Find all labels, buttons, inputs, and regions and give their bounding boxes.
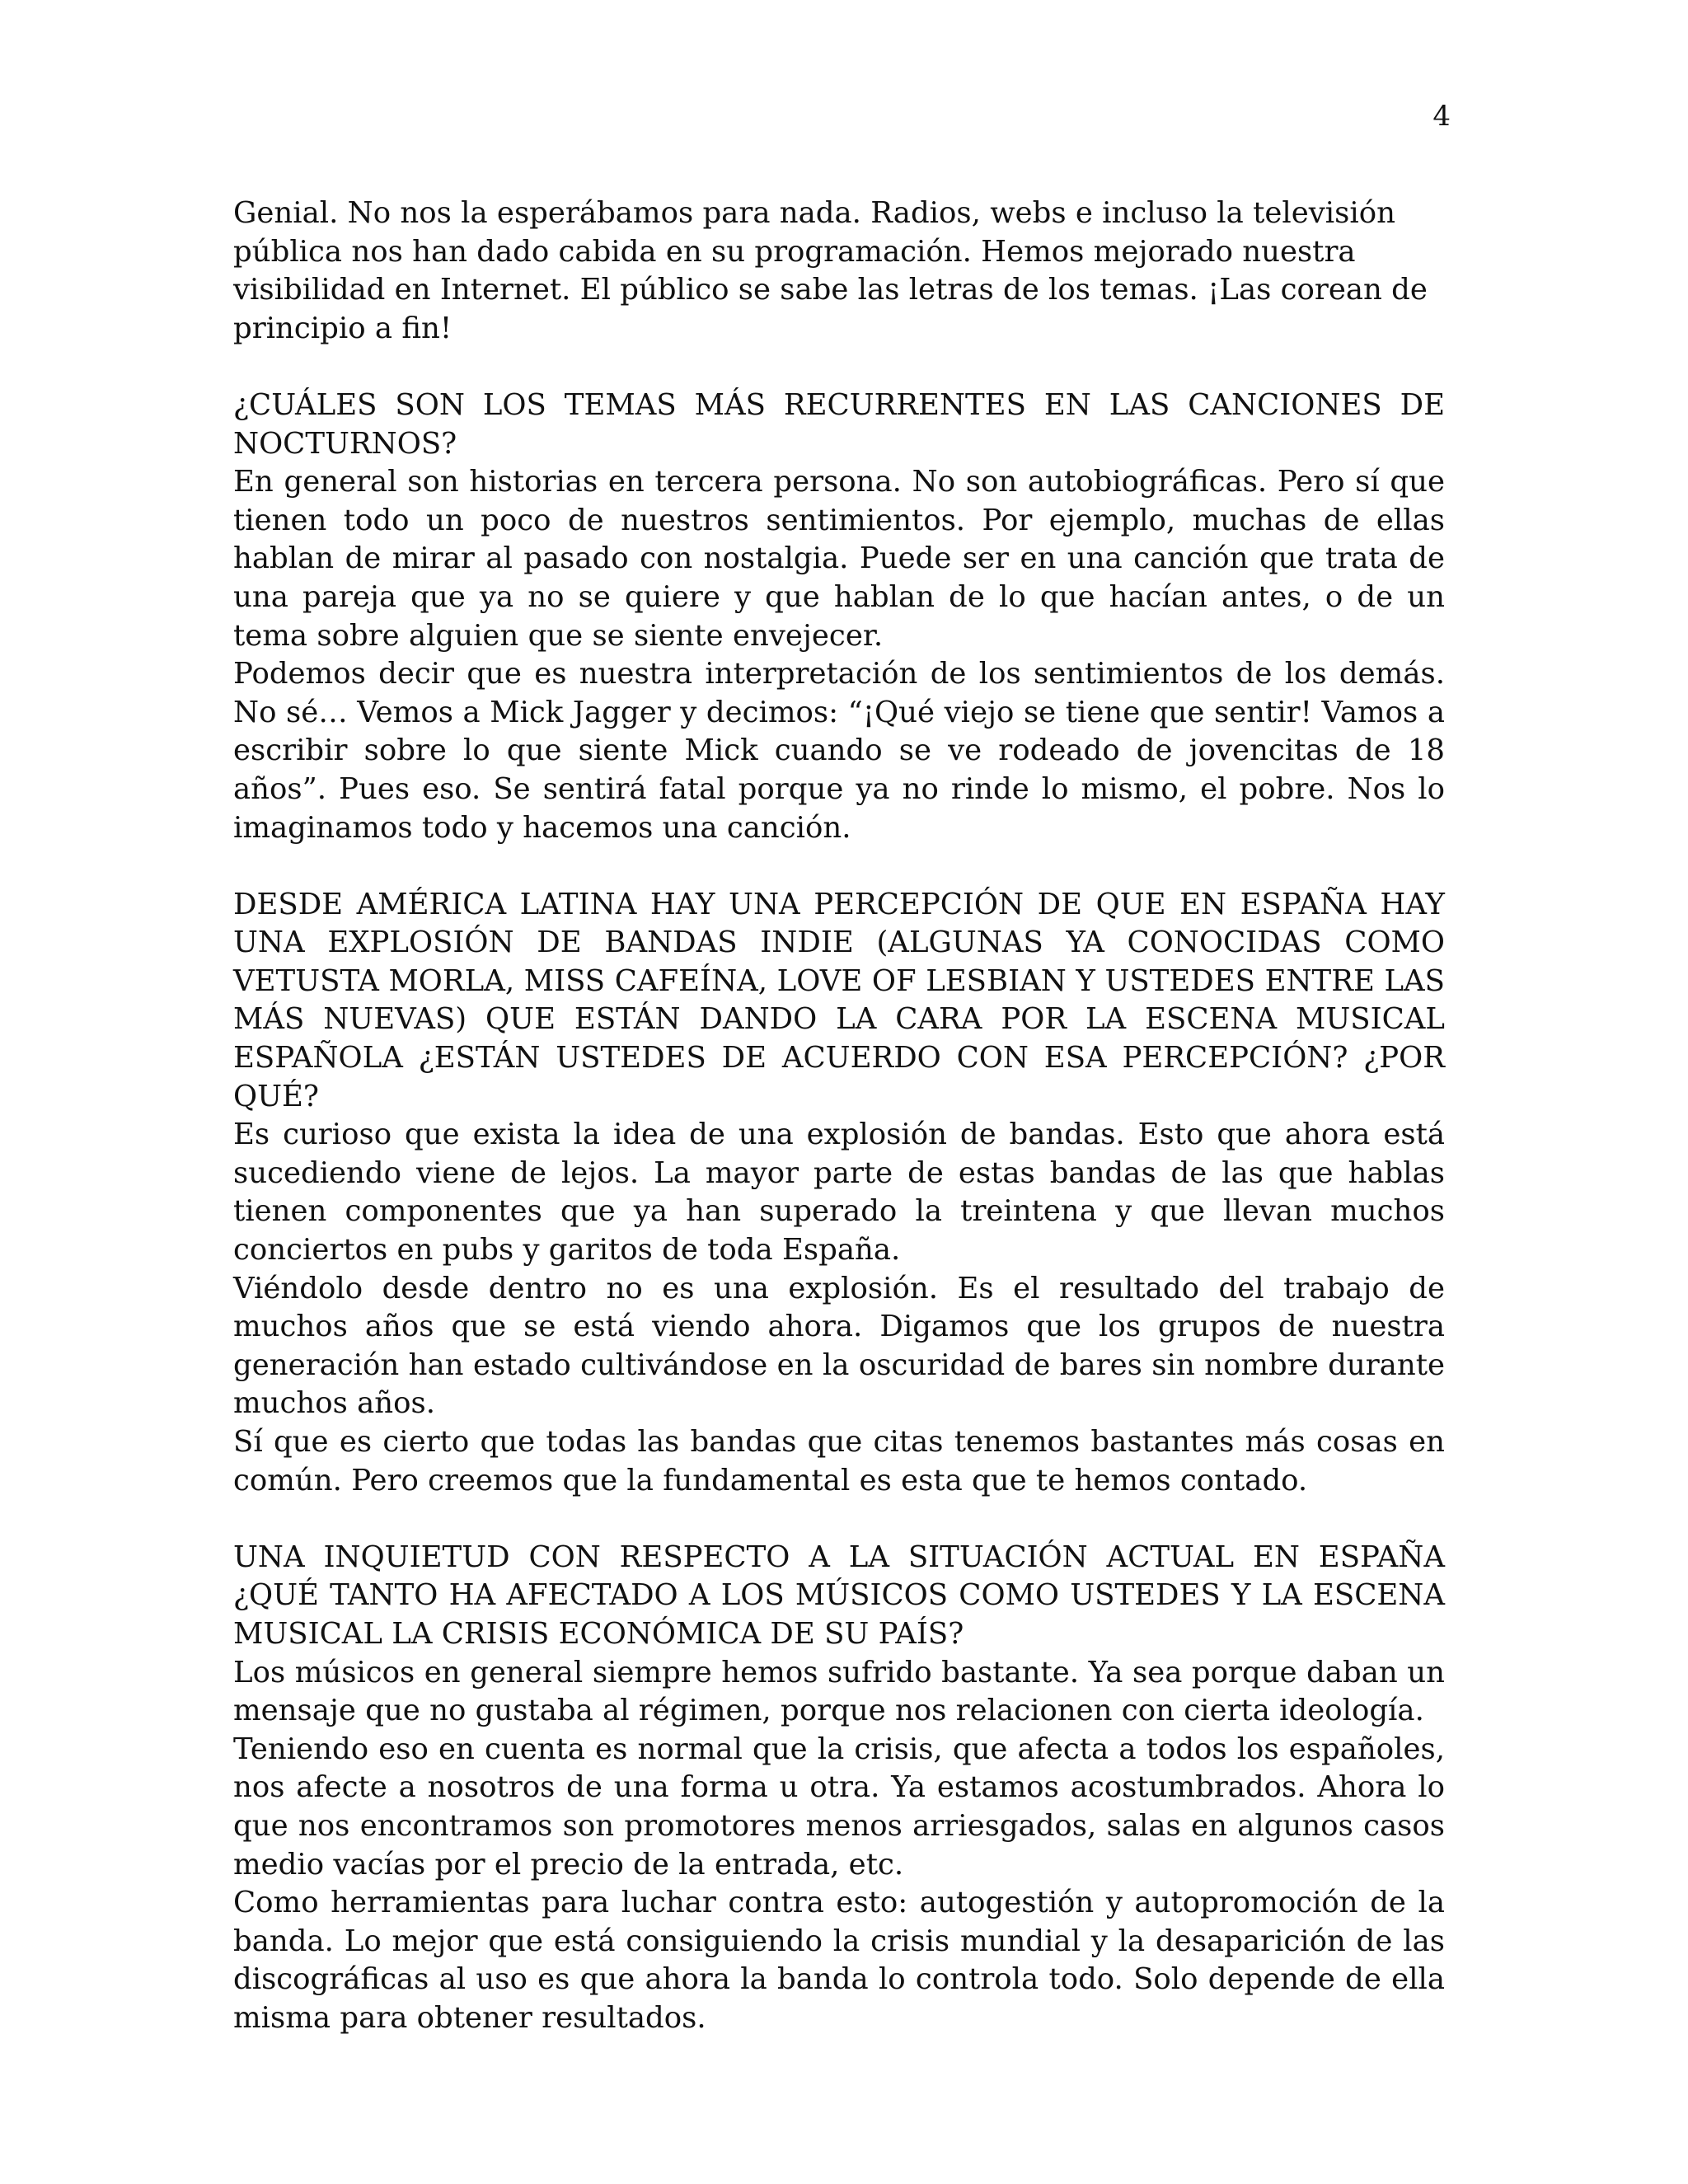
document-body <box>233 194 1445 2038</box>
page-number: 4 <box>1432 100 1451 133</box>
answer-paragraph: Sí que es cierto que todas las bandas que citas tenemos bastantes más cosas en común. Pero creemos que la fundamental es esta que te hemos contado. <box>233 1425 1445 1497</box>
paragraph-gap <box>233 847 1445 886</box>
answer-paragraph: Como herramientas para luchar contra esto: autogestión y autopromoción de la banda. Lo mejor que está consiguiendo la crisis mundial y la desaparición de las discográficas al uso es que ahora la banda lo controla todo. Solo depende de ella misma para obtener resultados. <box>233 1886 1445 2035</box>
answer-paragraph: Genial. No nos la esperábamos para nada. Radios, webs e incluso la televisión pública nos han dado cabida en su programación. Hemos mejorado nuestra visibilidad en Internet. El público se sabe las letras de los temas. ¡Las corean de principio a fin! <box>233 196 1428 345</box>
interview-question: UNA INQUIETUD CON RESPECTO A LA SITUACIÓN ACTUAL EN ESPAÑA ¿QUÉ TANTO HA AFECTADO A LOS MÚSICOS COMO USTEDES Y LA ESCENA MUSICAL LA CRISIS ECONÓMICA DE SU PAÍS? <box>233 1540 1445 1651</box>
paragraph-gap <box>233 1500 1445 1539</box>
answer-paragraph: Podemos decir que es nuestra interpretación de los sentimientos de los demás. No sé… Vemos a Mick Jagger y decimos: “¡Qué viejo se tiene que sentir! Vamos a escribir sobre lo que siente Mick cuando se ve rodeado de jovencitas de 18 años”. Pues eso. Se sentirá fatal porque ya no rinde lo mismo, el pobre. Nos lo imaginamos todo y hacemos una canción. <box>233 657 1445 845</box>
paragraph-gap <box>233 348 1445 387</box>
answer-paragraph: Los músicos en general siempre hemos sufrido bastante. Ya sea porque daban un mensaje que no gustaba al régimen, porque nos relacionen con cierta ideología. <box>233 1655 1445 1728</box>
interview-question: DESDE AMÉRICA LATINA HAY UNA PERCEPCIÓN DE QUE EN ESPAÑA HAY UNA EXPLOSIÓN DE BANDAS INDIE (ALGUNAS YA CONOCIDAS COMO VETUSTA MORLA, MISS CAFEÍNA, LOVE OF LESBIAN Y USTEDES ENTRE LAS MÁS NUEVAS) QUE ESTÁN DANDO LA CARA POR LA ESCENA MUSICAL ESPAÑOLA ¿ESTÁN USTEDES DE ACUERDO CON ESA PERCEPCIÓN? ¿POR QUÉ? <box>233 887 1445 1113</box>
answer-paragraph: Viéndolo desde dentro no es una explosión. Es el resultado del trabajo de muchos años que se está viendo ahora. Digamos que los grupos de nuestra generación han estado cultivándose en la oscuridad de bares sin nombre durante muchos años. <box>233 1271 1445 1421</box>
answer-paragraph: En general son historias en tercera persona. No son autobiográficas. Pero sí que tienen todo un poco de nuestros sentimientos. Por ejemplo, muchas de ellas hablan de mirar al pasado con nostalgia. Puede ser en una canción que trata de una pareja que ya no se quiere y que hablan de lo que hacían antes, o de un tema sobre alguien que se siente envejecer. <box>233 465 1445 653</box>
answer-paragraph: Teniendo eso en cuenta es normal que la crisis, que afecta a todos los españoles, nos afecte a nosotros de una forma u otra. Ya estamos acostumbrados. Ahora lo que nos encontramos son promotores menos arriesgados, salas en algunos casos medio vacías por el precio de la entrada, etc. <box>233 1732 1445 1882</box>
answer-paragraph: Es curioso que exista la idea de una explosión de bandas. Esto que ahora está sucediendo viene de lejos. La mayor parte de estas bandas de las que hablas tienen componentes que ya han superado la treintena y que llevan muchos conciertos en pubs y garitos de toda España. <box>233 1118 1445 1268</box>
interview-question: ¿CUÁLES SON LOS TEMAS MÁS RECURRENTES EN LAS CANCIONES DE NOCTURNOS? <box>233 387 1445 461</box>
